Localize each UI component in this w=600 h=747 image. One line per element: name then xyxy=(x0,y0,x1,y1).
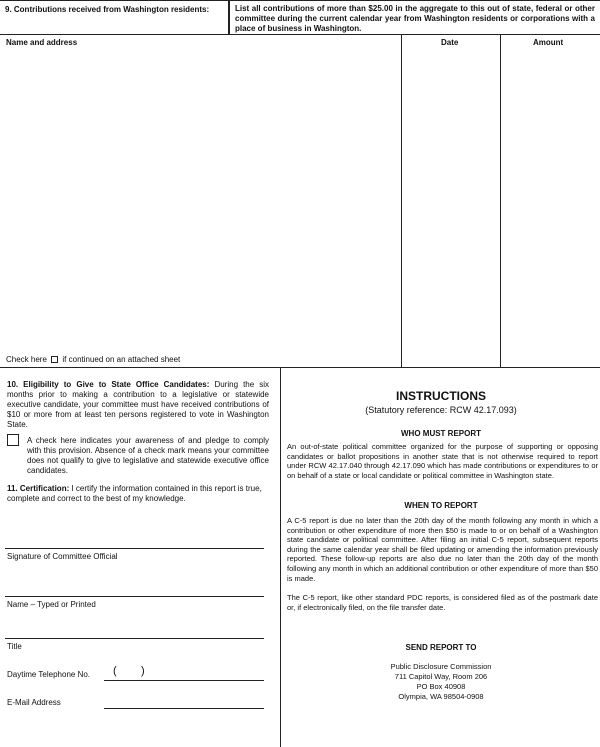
contributions-table xyxy=(0,35,600,368)
when-to-report-heading: WHEN TO REPORT xyxy=(404,501,478,510)
section11-heading: 11. Certification: xyxy=(7,484,70,493)
instructions-subtitle: (Statutory reference: RCW 42.17.093) xyxy=(365,405,517,415)
section9-header xyxy=(0,0,600,35)
continued-sheet-check xyxy=(6,355,180,364)
address-line-1: Public Disclosure Commission xyxy=(390,662,492,671)
phone-line[interactable] xyxy=(104,680,264,681)
name-label: Name – Typed or Printed xyxy=(7,600,96,609)
continued-check-prefix: Check here xyxy=(6,355,47,364)
address-line-4: Olympia, WA 98504-0908 xyxy=(398,692,484,701)
title-label: Title xyxy=(7,642,22,651)
title-line[interactable] xyxy=(5,638,264,639)
address-line-2: 711 Capitol Way, Room 206 xyxy=(394,672,488,681)
section10-body: During the six months prior to making a contribution to a legislative or statewide executive candidate, your committee must have received contributions of $10 or more from at least ten persons registered to vote in Washington State. xyxy=(7,380,270,429)
filing-date-text: The C-5 report, like other standard PDC reports, is considered filed as of the postmark date or, if electronically filed, on the file transfer date. xyxy=(287,593,598,612)
column-divider-amount xyxy=(500,35,501,368)
section11 xyxy=(7,484,269,504)
signature-line[interactable] xyxy=(5,548,264,549)
pledge-checkbox[interactable] xyxy=(7,434,19,446)
email-label: E-Mail Address xyxy=(7,698,61,707)
who-must-report-text: An out-of-state political committee organized for the purpose of supporting or opposing candidates or ballot propositions in another state that is not otherwise required to report under RCW 42.17.040 through 42.17.090 which has made contributions or expenditures to or on behalf of a state or local candidate or political committee in Washington state. xyxy=(287,442,598,480)
section10-heading: 10. Eligibility to Give to State Office Candidates: xyxy=(7,380,210,389)
section11-body: I certify the information contained in this report is true, complete and correct to the best of my knowledge. xyxy=(7,484,262,503)
section9-instructions: List all contributions of more than $25.00 in the aggregate to this out of state, federal or other committee during the current calendar year from Washington residents or corporations with a place of business in Washington. xyxy=(235,4,595,33)
instructions-title: INSTRUCTIONS xyxy=(396,389,486,403)
section9-title: 9. Contributions received from Washington residents: xyxy=(5,5,210,14)
when-to-report-text: A C-5 report is due no later than the 20th day of the month following any month in which a contribution or other expenditure of more then $50 is made to or on behalf of a Washington state candidate or political committee. After filing an initial C-5 report, subsequent reports during the same calendar year shall be filed updating or amending the information previously reported. These follow-up reports are also due no later than the 20th day of the month following any month in which an additional contribution or other expenditure of more than $50 is made. xyxy=(287,516,598,583)
section9-divider xyxy=(228,1,230,35)
send-report-heading: SEND REPORT TO xyxy=(405,643,477,652)
column-header-amount: Amount xyxy=(533,38,564,47)
pledge-text: A check here indicates your awareness of and pledge to comply with this provision. Absence of a check mark means your committee does not qualify to give to legislative and statewide executive office candidates. xyxy=(27,436,269,475)
who-must-report-heading: WHO MUST REPORT xyxy=(401,429,481,438)
column-header-name: Name and address xyxy=(6,38,78,47)
continued-sheet-checkbox[interactable] xyxy=(51,356,58,363)
section10 xyxy=(7,380,269,430)
phone-label: Daytime Telephone No. xyxy=(7,670,91,679)
signature-label: Signature of Committee Official xyxy=(7,552,118,561)
lower-column-divider xyxy=(280,368,281,747)
name-line[interactable] xyxy=(5,596,264,597)
address-line-3: PO Box 40908 xyxy=(416,682,466,691)
email-line[interactable] xyxy=(104,708,264,709)
column-header-date: Date xyxy=(441,38,459,47)
phone-close-paren: ) xyxy=(141,665,145,677)
continued-check-suffix: if continued on an attached sheet xyxy=(62,355,181,364)
column-divider-date xyxy=(401,35,402,368)
phone-open-paren: ( xyxy=(113,665,117,677)
